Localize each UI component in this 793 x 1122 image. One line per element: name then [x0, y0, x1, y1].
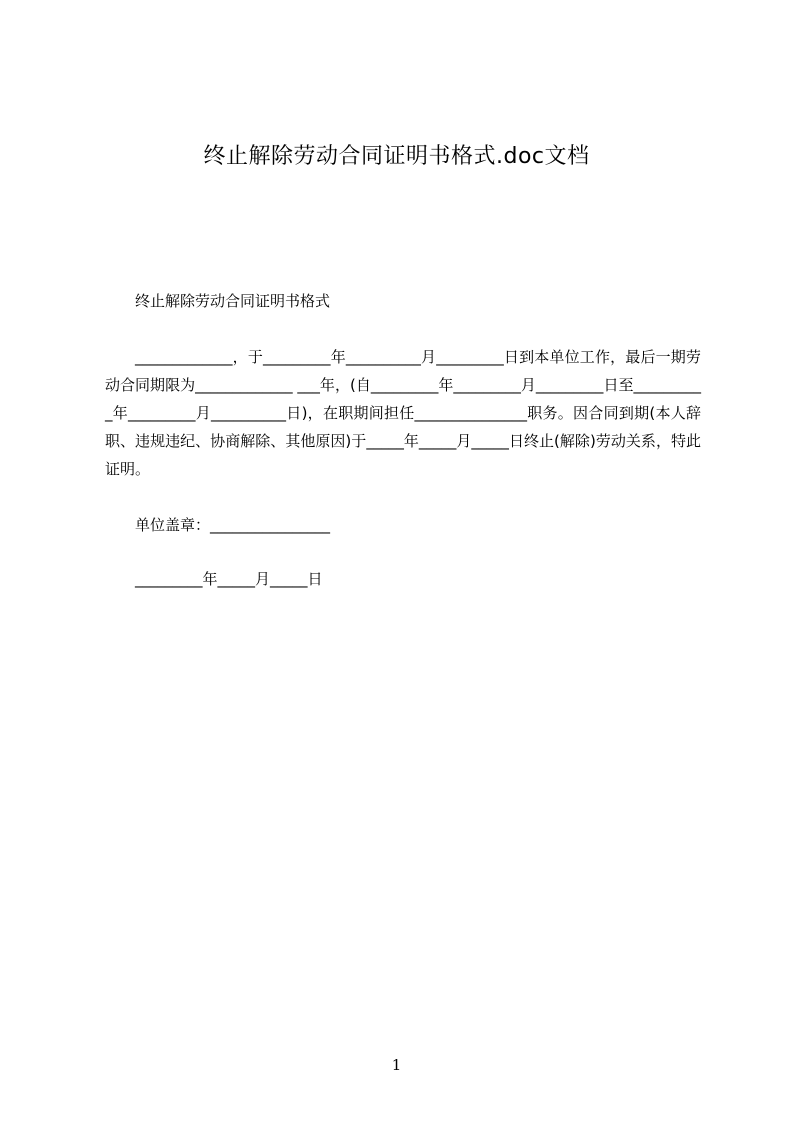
date-line: _________年_____月_____日: [135, 570, 323, 588]
page-number: 1: [391, 1056, 402, 1074]
document-heading: 终止解除劳动合同证明书格式: [135, 292, 331, 310]
certificate-body: _____________，于_________年__________月_________日到本单位工作，最后一期劳动合同期限为_____________ ___年，(自_________年_________月_________日至__________年_________月__________日)，在职期间担任_______________职务。因合同到期(本人辞职、违规违纪、协商解除、其他原因)于_____年_____月_____日终止(解除)劳动关系，特此证明。: [105, 348, 701, 478]
seal-line: 单位盖章：________________: [135, 516, 331, 534]
document-content: [105, 287, 701, 593]
document-title: 终止解除劳动合同证明书格式.doc文档: [203, 144, 590, 169]
